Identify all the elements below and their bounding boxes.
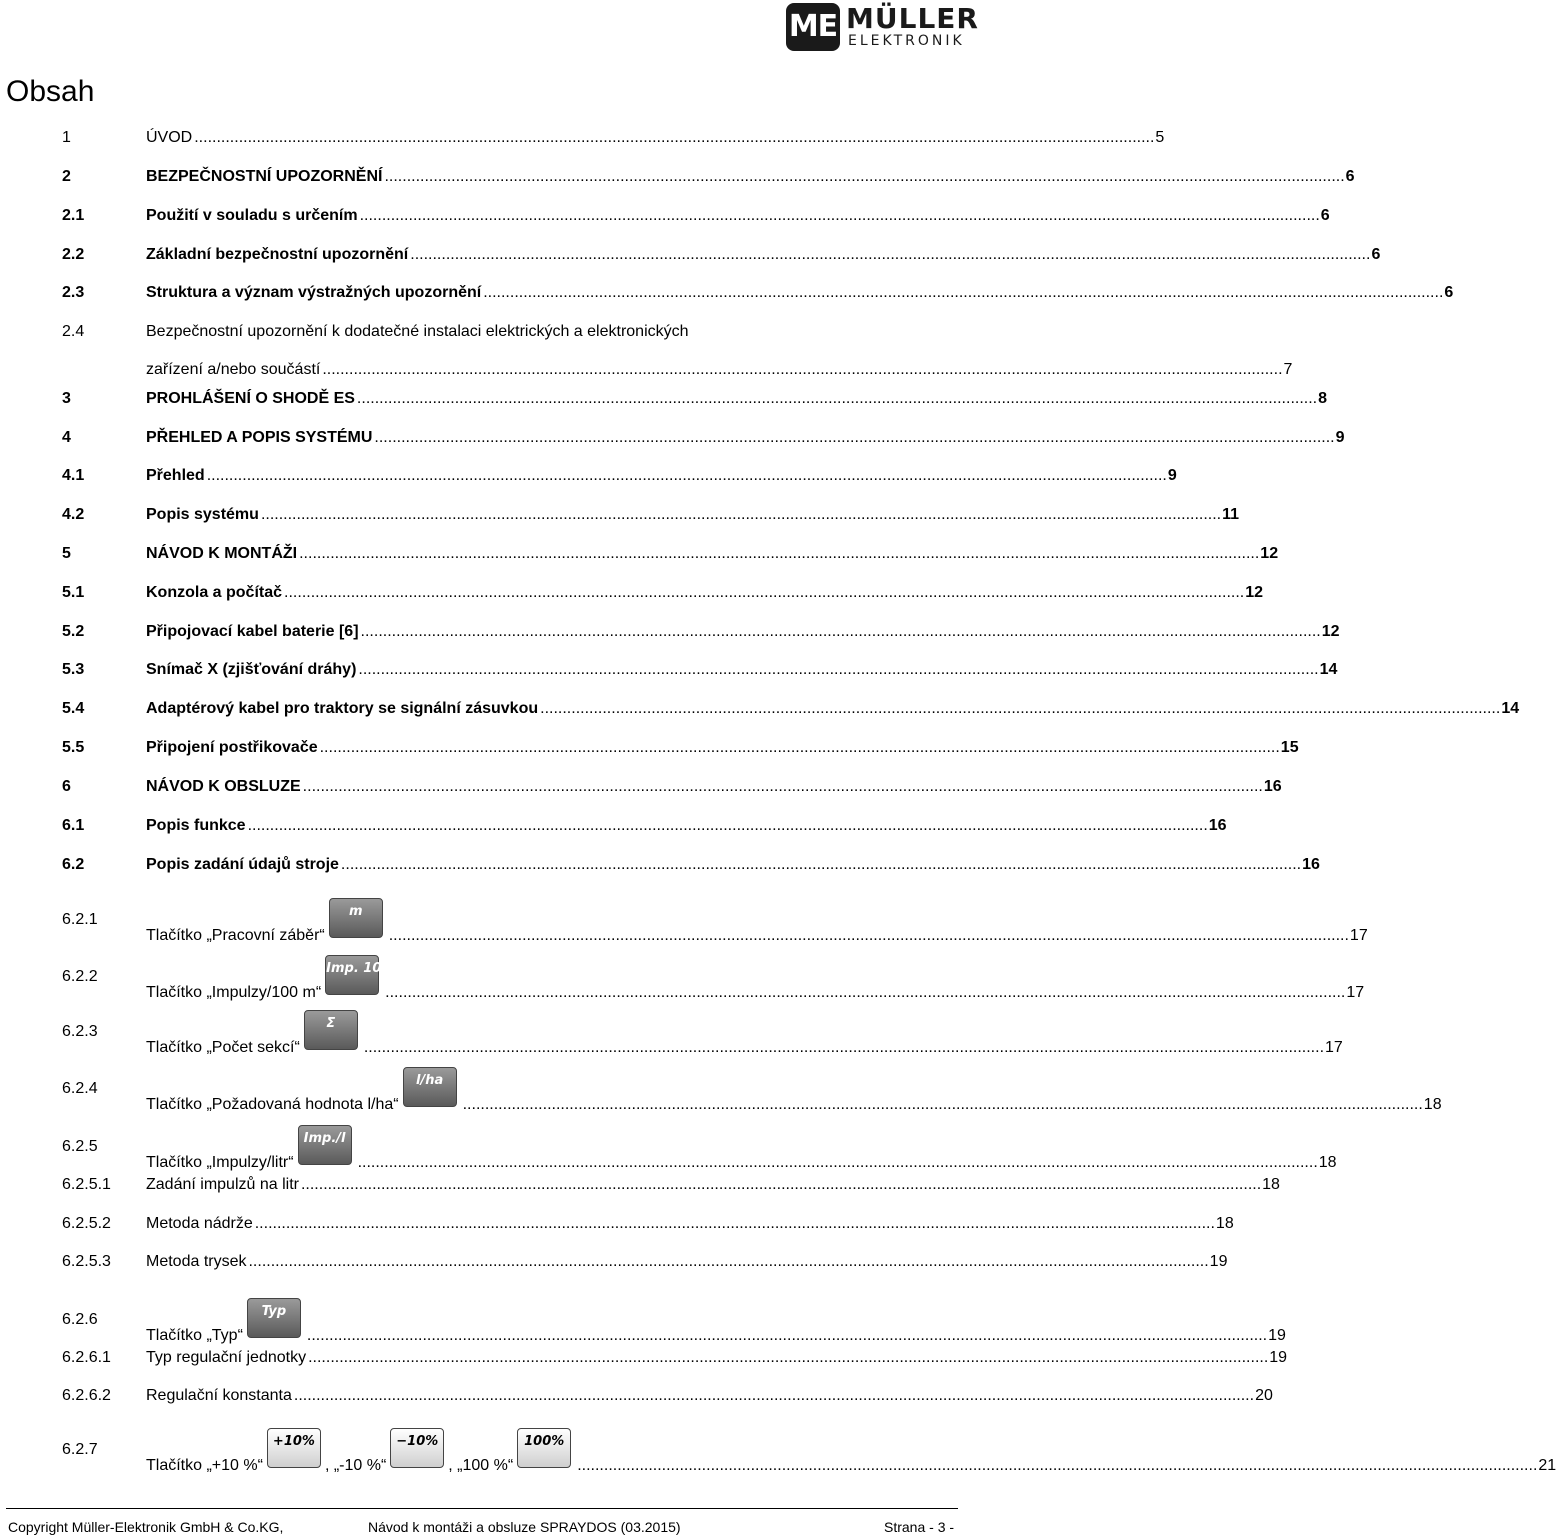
toc-content [146, 464, 1177, 488]
button-key-icon [329, 898, 383, 938]
toc-title-text: Popis systému [146, 506, 259, 523]
toc-leader-dots [385, 981, 1345, 1005]
toc-page-number: 12 [1245, 584, 1264, 601]
toc-entry[interactable] [0, 775, 1282, 799]
toc-title-text: Přehled [146, 467, 205, 484]
toc-page-number: 17 [1325, 1039, 1343, 1056]
toc-entry[interactable] [0, 426, 1345, 450]
toc-title [146, 658, 356, 682]
toc-number: 4.1 [62, 467, 85, 484]
toc-title-text: Popis zadání údajů stroje [146, 856, 339, 873]
toc-number: 6.2.6.1 [62, 1349, 111, 1366]
toc-content [146, 1073, 1442, 1117]
toc-content [146, 1173, 1280, 1197]
toc-number: 6.1 [62, 817, 85, 834]
button-key-icon [267, 1428, 321, 1468]
toc-title-text: Zadání impulzů na litr [146, 1176, 299, 1193]
toc-entry[interactable] [0, 1304, 1286, 1344]
toc-page-number: 14 [1319, 661, 1338, 678]
toc-leader-dots [540, 697, 1500, 721]
toc-leader-dots [384, 165, 1344, 189]
button-key-icon [247, 1298, 301, 1338]
toc-title [146, 243, 408, 267]
toc-entry[interactable] [0, 243, 1381, 267]
toc-content [146, 426, 1345, 450]
toc-page-number: 16 [1302, 856, 1320, 873]
toc-title-text: Základní bezpečnostní upozornění [146, 246, 409, 263]
icon-label: l/ha [415, 1073, 444, 1088]
button-key-icon [325, 955, 409, 995]
toc-number: 6.2 [62, 856, 85, 873]
toc-title-text: Tlačítko „Impulzy/litr“ [146, 1154, 294, 1171]
toc-title [146, 814, 246, 838]
toc-title-text: Snímač X (zjišťování dráhy) [146, 661, 357, 678]
toc-title-text: Metoda nádrže [146, 1215, 253, 1232]
toc-entry[interactable] [0, 1346, 1288, 1370]
toc-page-number: 6 [1444, 284, 1454, 301]
icon-label: 100% [524, 1434, 565, 1449]
toc-page-number: 18 [1423, 1096, 1442, 1113]
toc-title [146, 1212, 253, 1236]
toc-entry[interactable] [0, 204, 1330, 228]
toc-entry[interactable] [0, 1173, 1280, 1197]
toc-number: 4.2 [62, 506, 85, 523]
toc-title-text: Popis funkce [146, 817, 246, 834]
toc-leader-dots [374, 426, 1334, 450]
toc-title [146, 1434, 575, 1478]
toc-entry[interactable] [0, 853, 1320, 877]
icon-label: Σ [326, 1016, 336, 1031]
toc-content [146, 775, 1282, 799]
toc-leader-dots [207, 464, 1167, 488]
toc-page-number: 17 [1346, 984, 1365, 1001]
toc-number: 2.2 [62, 246, 85, 263]
toc-content [146, 814, 1227, 838]
toc-page-number: 19 [1209, 1253, 1228, 1270]
toc-page-number: 19 [1269, 1349, 1288, 1366]
toc-leader-dots [308, 1346, 1268, 1370]
toc-number: 2.4 [62, 323, 85, 340]
toc-content [146, 126, 1165, 150]
toc-entry[interactable] [0, 1212, 1234, 1236]
toc-page-number: 6 [1345, 168, 1355, 185]
icon-label: m [348, 904, 363, 919]
toc-content [146, 204, 1330, 228]
toc-leader-dots [341, 853, 1301, 877]
toc-title [146, 961, 409, 1005]
toc-leader-dots [483, 281, 1443, 305]
footer-document: Návod k montáži a obsluze SPRAYDOS (03.2015) [368, 1519, 681, 1535]
toc-entry[interactable] [0, 1384, 1273, 1408]
toc-number: 4 [62, 429, 71, 446]
toc-number: 5 [62, 545, 71, 562]
toc-number: 6.2.6.2 [62, 1387, 111, 1404]
toc-page-number: 20 [1255, 1387, 1273, 1404]
toc-content [146, 281, 1454, 305]
toc-content [146, 503, 1240, 527]
toc-content [146, 165, 1355, 189]
toc-title [146, 542, 297, 566]
toc-title [146, 503, 259, 527]
toc-number: 6.2.6 [62, 1311, 98, 1328]
toc-title-line: Bezpečnostní upozornění k dodatečné instalaci elektrických a elektronických [146, 323, 689, 340]
logo-subtitle: ELEKTRONIK [848, 33, 965, 49]
toc-title [146, 1346, 306, 1370]
toc-title-part: Tlačítko „+10 %“ [146, 1457, 263, 1474]
toc-leader-dots [364, 1036, 1324, 1060]
toc-leader-dots [358, 1151, 1318, 1175]
toc-content [146, 1304, 1286, 1348]
toc-number: 6.2.5.2 [62, 1215, 111, 1232]
toc-title-text: Připojení postřikovače [146, 739, 318, 756]
toc-leader-dots [410, 243, 1370, 267]
toc-title-text: BEZPEČNOSTNÍ UPOZORNĚNÍ [146, 168, 383, 185]
toc-number: 6.2.2 [62, 968, 98, 985]
toc-page-number: 19 [1268, 1327, 1286, 1344]
toc-number: 2 [62, 168, 71, 185]
button-key-icon [298, 1125, 352, 1165]
toc-page-number: 6 [1371, 246, 1381, 263]
toc-title-text: ÚVOD [146, 129, 193, 146]
toc-page-number: 17 [1349, 927, 1368, 944]
toc-content [146, 736, 1299, 760]
button-key-icon [390, 1428, 444, 1468]
toc-title-text: Tlačítko „Typ“ [146, 1327, 243, 1344]
toc-leader-dots [360, 204, 1320, 228]
toc-title [146, 1016, 362, 1060]
toc-title-text: NÁVOD K MONTÁŽI [146, 545, 298, 562]
toc-page-number: 16 [1263, 778, 1282, 795]
toc-entry[interactable] [0, 1250, 1228, 1274]
toc-entry[interactable] [0, 1073, 1442, 1113]
toc-content [146, 620, 1340, 644]
toc-leader-dots [194, 126, 1154, 150]
toc-title-text: Tlačítko „Požadovaná hodnota l/ha“ [146, 1096, 399, 1113]
toc-title-text: Typ regulační jednotky [146, 1349, 307, 1366]
toc-title [146, 281, 481, 305]
toc-title-text: Metoda trysek [146, 1253, 247, 1270]
toc-number: 5.1 [62, 584, 85, 601]
toc-title-part: , „-10 %“ [324, 1457, 387, 1474]
toc-number: 6.2.3 [62, 1023, 98, 1040]
toc-entry[interactable] [0, 320, 960, 344]
toc-number: 6.2.7 [62, 1441, 98, 1458]
company-logo [786, 2, 979, 51]
footer-page: Strana - 3 - [884, 1519, 955, 1535]
toc-page-number: 16 [1208, 817, 1227, 834]
toc-entry[interactable] [0, 1434, 1556, 1474]
toc-number: 6.2.1 [62, 911, 98, 928]
toc-title-text: Tlačítko „Pracovní záběr“ [146, 927, 325, 944]
toc-number: 5.3 [62, 661, 85, 678]
toc-entry[interactable] [0, 697, 1520, 721]
toc-title [146, 1304, 305, 1348]
toc-content [146, 658, 1338, 682]
toc-content [146, 1131, 1337, 1175]
icon-label: Typ [261, 1304, 287, 1319]
toc-number: 1 [62, 129, 71, 146]
icon-label: Imp. 100 m [326, 961, 409, 976]
toc-content [146, 387, 1328, 411]
toc-entry[interactable] [0, 1131, 1337, 1171]
toc-leader-dots [303, 775, 1263, 799]
toc-title-text: Regulační konstanta [146, 1387, 292, 1404]
toc-page-number: 21 [1538, 1457, 1556, 1474]
toc-page-number: 9 [1167, 467, 1177, 484]
icon-label: Imp./l [303, 1131, 346, 1146]
toc-page-number: 5 [1155, 129, 1165, 146]
toc-title-text: Tlačítko „Impulzy/100 m“ [146, 984, 322, 1001]
button-key-icon [403, 1067, 457, 1107]
toc-leader-dots [357, 387, 1317, 411]
toc-leader-dots [389, 924, 1349, 948]
toc-content [146, 581, 1264, 605]
toc-number: 2.1 [62, 207, 85, 224]
toc-title [146, 697, 538, 721]
toc-title [146, 581, 282, 605]
toc-page-number: 14 [1501, 700, 1520, 717]
toc-title [146, 165, 382, 189]
toc-page-number: 12 [1321, 623, 1340, 640]
toc-page-number: 6 [1320, 207, 1330, 224]
toc-title [146, 775, 301, 799]
toc-content [146, 853, 1320, 877]
toc-title [146, 126, 192, 150]
icon-label: −10% [396, 1434, 439, 1449]
toc-content [146, 1346, 1288, 1370]
toc-content [146, 358, 1293, 382]
toc-number: 6.2.5.1 [62, 1176, 111, 1193]
toc-leader-dots [299, 542, 1259, 566]
toc-title-text: Tlačítko „Počet sekcí“ [146, 1039, 300, 1056]
toc-title [146, 1384, 292, 1408]
toc-number: 6.2.5 [62, 1138, 98, 1155]
toc-leader-dots [284, 581, 1244, 605]
toc-number: 5.5 [62, 739, 85, 756]
toc-entry[interactable] [0, 581, 1264, 605]
toc-number: 3 [62, 390, 71, 407]
toc-leader-dots [294, 1384, 1254, 1408]
toc-title [146, 387, 355, 411]
toc-content [146, 961, 1365, 1005]
logo-name: MÜLLER [846, 2, 979, 35]
toc-title-text: Konzola a počítač [146, 584, 283, 601]
toc-page-number: 7 [1283, 361, 1293, 378]
toc-entry[interactable] [0, 126, 1165, 150]
toc-title [146, 464, 205, 488]
toc-entry[interactable] [0, 281, 1454, 305]
toc-content [146, 1212, 1234, 1236]
toc-title-text: NÁVOD K OBSLUZE [146, 778, 301, 795]
toc-title-text: Použití v souladu s určením [146, 207, 358, 224]
toc-number: 5.2 [62, 623, 85, 640]
toc-leader-dots [320, 736, 1280, 760]
toc-title-text: PŘEHLED A POPIS SYSTÉMU [146, 429, 373, 446]
toc-entry[interactable] [0, 165, 1355, 189]
toc-entry[interactable] [0, 904, 1368, 944]
toc-page-number: 15 [1280, 739, 1299, 756]
icon-label: +10% [272, 1434, 315, 1449]
toc-leader-dots [358, 658, 1318, 682]
toc-leader-dots [307, 1324, 1267, 1348]
toc-page-number: 8 [1318, 390, 1328, 407]
toc-title [146, 1250, 246, 1274]
toc-page-number: 12 [1260, 545, 1279, 562]
toc-leader-dots [248, 1250, 1208, 1274]
toc-content [146, 697, 1520, 721]
toc-title [146, 904, 387, 948]
toc-entry[interactable] [0, 814, 1227, 838]
toc-leader-dots [261, 503, 1221, 527]
toc-number: 6.2.5.3 [62, 1253, 111, 1270]
toc-entry[interactable] [0, 387, 1328, 411]
toc-leader-dots [361, 620, 1321, 644]
toc-title-text: Adaptérový kabel pro traktory se signální zásuvkou [146, 700, 539, 717]
button-key-icon [304, 1010, 358, 1050]
logo-mark: ME [786, 3, 840, 51]
toc-title [146, 1131, 356, 1175]
toc-entry[interactable] [0, 464, 1177, 488]
toc-number: 5.4 [62, 700, 85, 717]
toc-entry[interactable] [0, 658, 1338, 682]
toc-leader-dots [248, 814, 1208, 838]
toc-page-number: 18 [1318, 1154, 1337, 1171]
toc-content [146, 904, 1368, 948]
toc-entry[interactable] [0, 358, 1293, 382]
toc-title-text: Připojovací kabel baterie [6] [146, 623, 359, 640]
toc-content [146, 1434, 1556, 1478]
toc-title-part: , „100 %“ [448, 1457, 514, 1474]
toc-leader-dots [301, 1173, 1261, 1197]
toc-number: 2.3 [62, 284, 85, 301]
toc-title [146, 736, 318, 760]
toc-page-number: 11 [1222, 506, 1240, 523]
toc-title [146, 426, 372, 450]
footer-copyright: Copyright Müller-Elektronik GmbH & Co.KG, [8, 1519, 284, 1535]
toc-leader-dots [463, 1093, 1423, 1117]
toc-title-text: PROHLÁŠENÍ O SHODĚ ES [146, 390, 355, 407]
toc-leader-dots [255, 1212, 1215, 1236]
toc-title [146, 204, 358, 228]
footer-divider [6, 1508, 958, 1509]
toc-entry[interactable] [0, 542, 1279, 566]
toc-page-number: 18 [1262, 1176, 1280, 1193]
toc-title [146, 1073, 461, 1117]
toc-title [146, 620, 359, 644]
toc-title-text: Struktura a význam výstražných upozornění [146, 284, 482, 301]
toc-content [146, 1250, 1228, 1274]
toc-content [146, 1384, 1273, 1408]
toc-entry[interactable] [0, 503, 1240, 527]
toc-entry[interactable] [0, 1016, 1343, 1056]
toc-entry[interactable] [0, 620, 1340, 644]
toc-content [146, 243, 1381, 267]
toc-title [146, 1173, 299, 1197]
toc-leader-dots [577, 1454, 1537, 1478]
toc-title-text: zařízení a/nebo součástí [146, 361, 321, 378]
toc-title [146, 853, 339, 877]
toc-number: 6 [62, 778, 71, 795]
toc-content [146, 542, 1279, 566]
toc-entry[interactable] [0, 961, 1365, 1001]
toc-title [146, 358, 320, 382]
toc-leader-dots [322, 358, 1282, 382]
toc-entry[interactable] [0, 736, 1299, 760]
page-title: Obsah [6, 75, 95, 108]
button-key-icon [517, 1428, 571, 1468]
toc-number: 6.2.4 [62, 1080, 98, 1097]
toc-page-number: 9 [1335, 429, 1345, 446]
toc-page-number: 18 [1215, 1215, 1234, 1232]
toc-content [146, 1016, 1343, 1060]
